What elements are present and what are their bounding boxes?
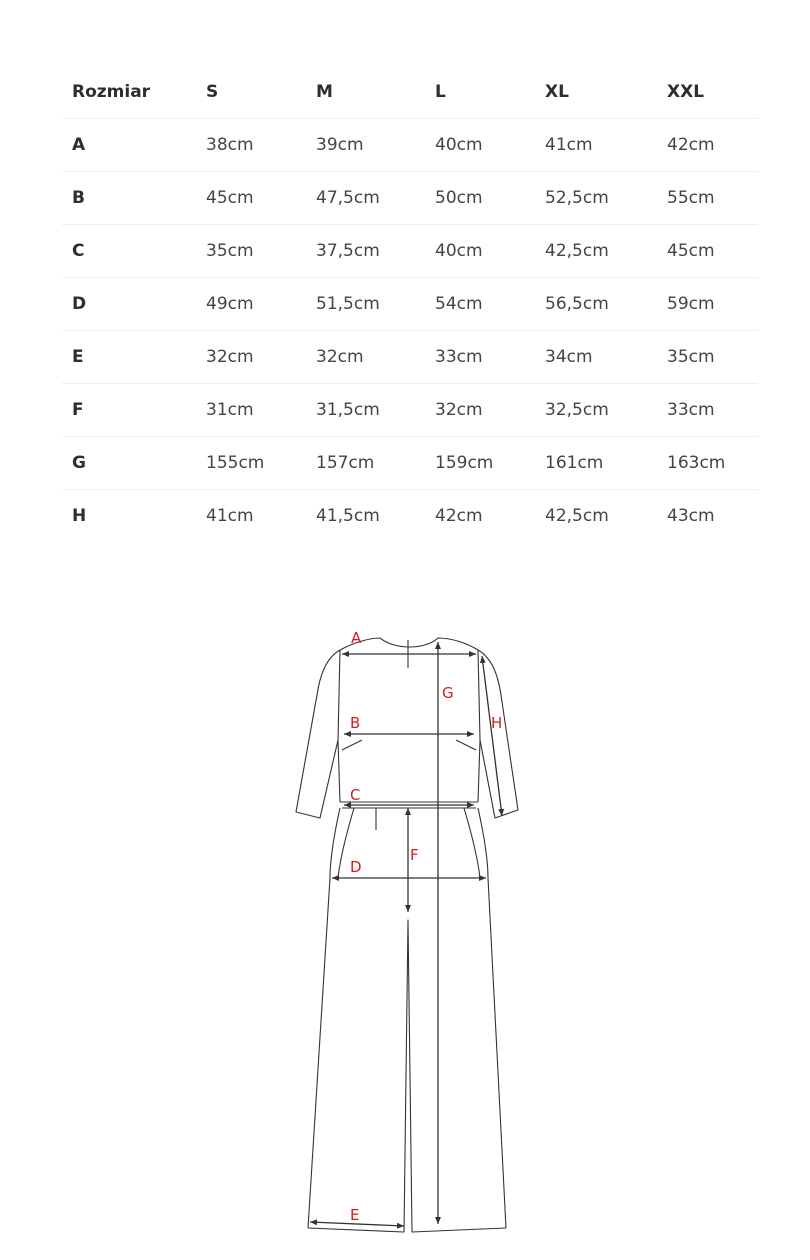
table-cell: 45cm bbox=[196, 172, 306, 225]
jumpsuit-measurement-diagram bbox=[280, 620, 540, 1240]
header-size-l: L bbox=[435, 82, 446, 102]
garment-outline bbox=[296, 638, 518, 1232]
table-cell: 42cm bbox=[657, 119, 758, 172]
row-label: F bbox=[62, 384, 196, 437]
table-cell: 35cm bbox=[657, 331, 758, 384]
label-h: H bbox=[491, 714, 503, 732]
header-size-xxl: XXL bbox=[667, 82, 705, 102]
row-label: C bbox=[62, 225, 196, 278]
table-cell: 51,5cm bbox=[306, 278, 425, 331]
table-cell: 157cm bbox=[306, 437, 425, 490]
table-cell: 35cm bbox=[196, 225, 306, 278]
table-cell: 32cm bbox=[425, 384, 535, 437]
table-cell: 42,5cm bbox=[535, 225, 657, 278]
table-cell: 159cm bbox=[425, 437, 535, 490]
table-cell: 41,5cm bbox=[306, 490, 425, 543]
table-row bbox=[62, 490, 758, 543]
label-d: D bbox=[350, 858, 362, 876]
table-cell: 31,5cm bbox=[306, 384, 425, 437]
table-cell: 43cm bbox=[657, 490, 758, 543]
label-a: A bbox=[351, 629, 362, 647]
table-row bbox=[62, 172, 758, 225]
table-cell: 155cm bbox=[196, 437, 306, 490]
table-cell: 42,5cm bbox=[535, 490, 657, 543]
table-cell: 40cm bbox=[425, 225, 535, 278]
table-row bbox=[62, 384, 758, 437]
table-cell: 59cm bbox=[657, 278, 758, 331]
table-cell: 38cm bbox=[196, 119, 306, 172]
table-header-row bbox=[62, 66, 758, 119]
table-cell: 31cm bbox=[196, 384, 306, 437]
label-f: F bbox=[410, 846, 419, 864]
table-cell: 41cm bbox=[196, 490, 306, 543]
table-cell: 32cm bbox=[306, 331, 425, 384]
table-cell: 54cm bbox=[425, 278, 535, 331]
table-cell: 163cm bbox=[657, 437, 758, 490]
table-cell: 45cm bbox=[657, 225, 758, 278]
row-label: E bbox=[62, 331, 196, 384]
table-cell: 52,5cm bbox=[535, 172, 657, 225]
header-size-label: Rozmiar bbox=[72, 82, 151, 102]
row-label: H bbox=[62, 490, 196, 543]
table-cell: 40cm bbox=[425, 119, 535, 172]
measure-line-h bbox=[482, 656, 502, 816]
size-table bbox=[62, 66, 758, 542]
measurement-lines bbox=[310, 642, 502, 1226]
table-row bbox=[62, 225, 758, 278]
table-row bbox=[62, 437, 758, 490]
table-row bbox=[62, 278, 758, 331]
row-label: G bbox=[62, 437, 196, 490]
header-size-m: M bbox=[316, 82, 333, 102]
label-g: G bbox=[442, 684, 454, 702]
table-cell: 47,5cm bbox=[306, 172, 425, 225]
table-cell: 33cm bbox=[657, 384, 758, 437]
table-cell: 50cm bbox=[425, 172, 535, 225]
table-cell: 42cm bbox=[425, 490, 535, 543]
table-cell: 56,5cm bbox=[535, 278, 657, 331]
table-row bbox=[62, 331, 758, 384]
table-cell: 39cm bbox=[306, 119, 425, 172]
table-cell: 55cm bbox=[657, 172, 758, 225]
table-row bbox=[62, 119, 758, 172]
label-b: B bbox=[350, 714, 361, 732]
table-cell: 32,5cm bbox=[535, 384, 657, 437]
label-c: C bbox=[350, 786, 361, 804]
table-cell: 33cm bbox=[425, 331, 535, 384]
row-label: B bbox=[62, 172, 196, 225]
label-e: E bbox=[350, 1206, 360, 1224]
table-cell: 161cm bbox=[535, 437, 657, 490]
header-size-s: S bbox=[206, 82, 219, 102]
table-cell: 49cm bbox=[196, 278, 306, 331]
table-cell: 34cm bbox=[535, 331, 657, 384]
row-label: A bbox=[62, 119, 196, 172]
table-cell: 32cm bbox=[196, 331, 306, 384]
table-cell: 37,5cm bbox=[306, 225, 425, 278]
header-size-xl: XL bbox=[545, 82, 569, 102]
row-label: D bbox=[62, 278, 196, 331]
table-cell: 41cm bbox=[535, 119, 657, 172]
